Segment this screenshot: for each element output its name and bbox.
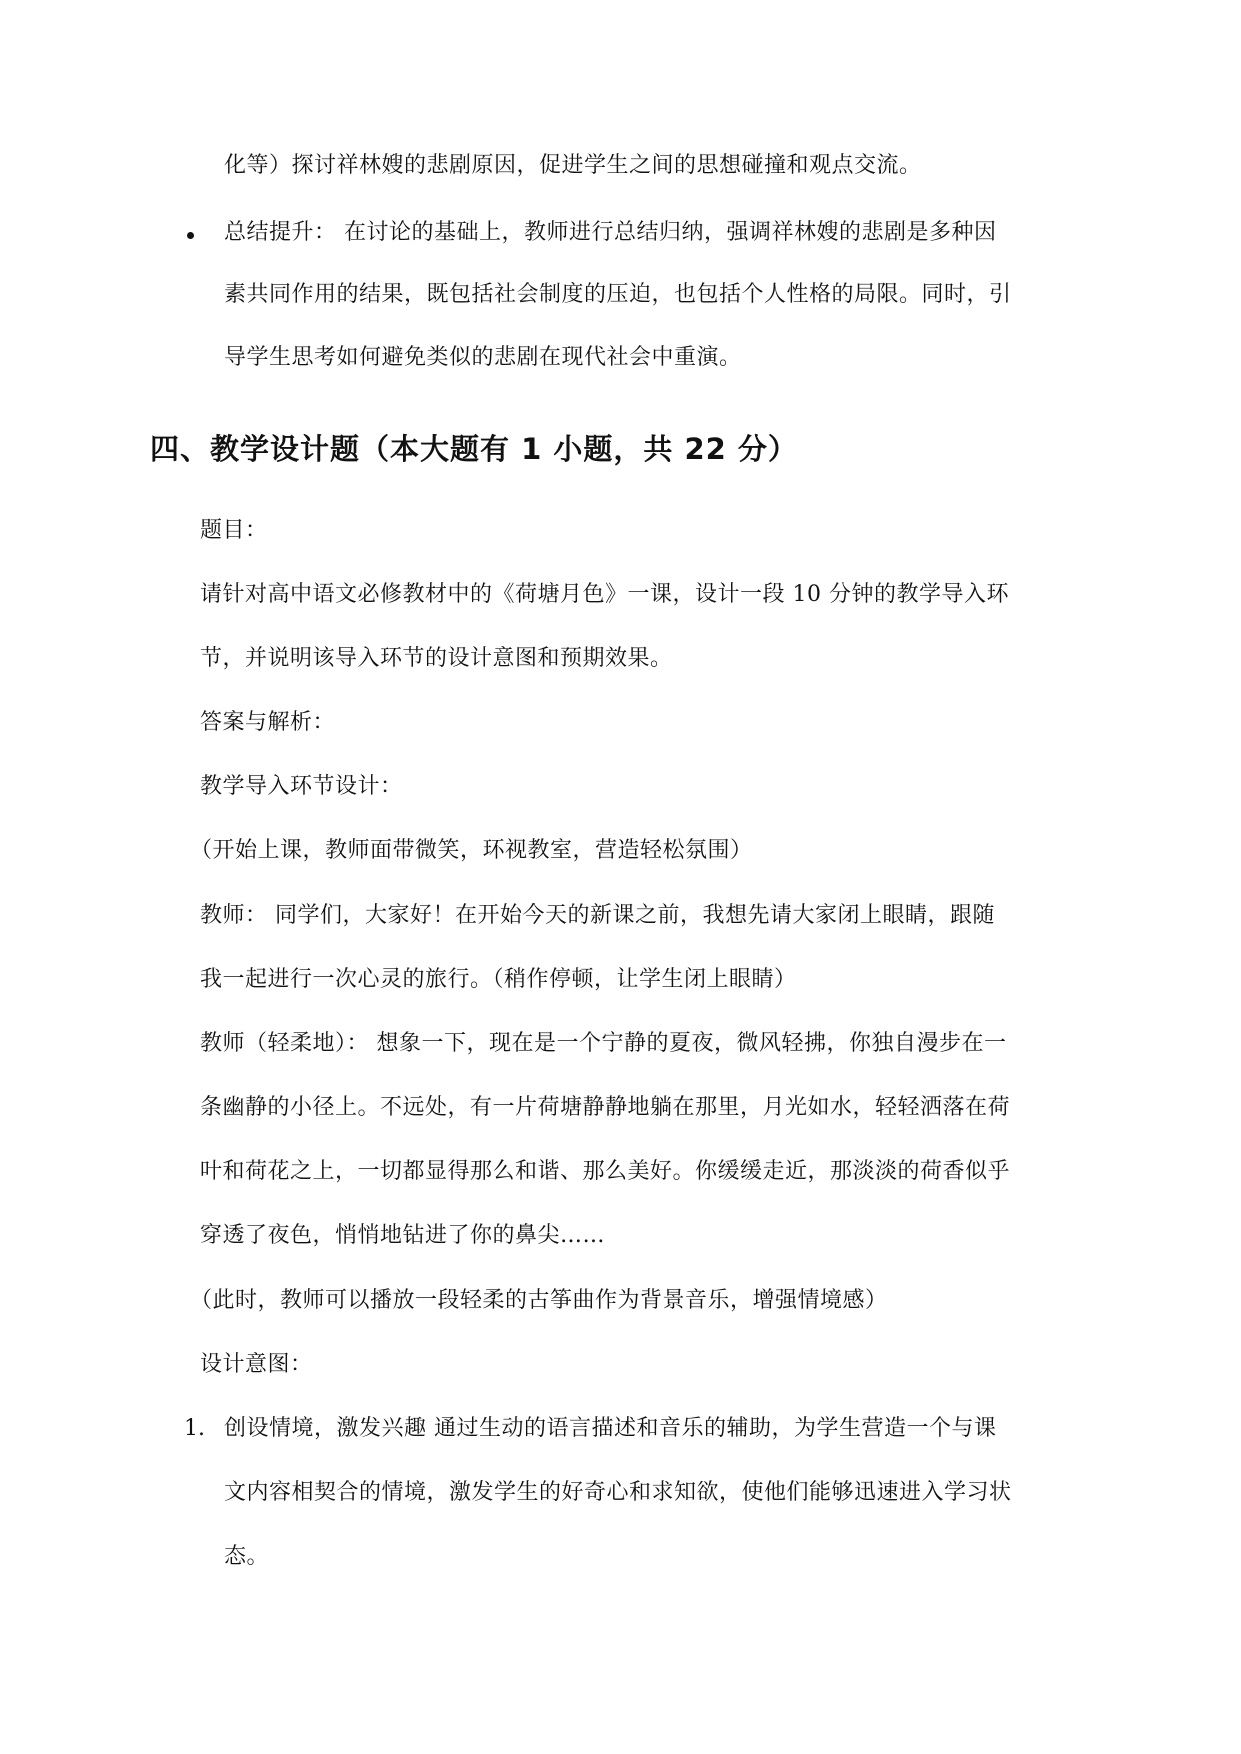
list-item-line-2: 文内容相契合的情境，激发学生的好奇心和求知欲，使他们能够迅速进入学习状 [224, 1480, 1012, 1505]
question-line-2: 节，并说明该导入环节的设计意图和预期效果。 [200, 646, 673, 671]
teacher-speech-2-line-1: 教师（轻柔地）： 想象一下，现在是一个宁静的夏夜，微风轻拂，你独自漫步在一 [200, 1031, 1007, 1056]
summary-line-1: 总结提升： 在讨论的基础上，教师进行总结归纳，强调祥林嫂的悲剧是多种因 [224, 220, 997, 245]
stage-note-1: （开始上课，教师面带微笑，环视教室，营造轻松氛围） [190, 838, 753, 863]
bullet-continuation-line: 化等）探讨祥林嫂的悲剧原因，促进学生之间的思想碰撞和观点交流。 [224, 153, 922, 178]
answer-label: 答案与解析： [200, 710, 336, 735]
summary-line-2: 素共同作用的结果，既包括社会制度的压迫，也包括个人性格的局限。同时，引 [224, 282, 1012, 307]
teacher-speech-2-line-2: 条幽静的小径上。不远处，有一片荷塘静静地躺在那里，月光如水，轻轻洒落在荷 [200, 1095, 1011, 1120]
section-heading: 四、教学设计题（本大题有 1 小题，共 22 分） [150, 432, 798, 466]
list-item-number: 1. [184, 1416, 205, 1441]
list-item-line-3: 态。 [224, 1544, 270, 1569]
intent-label: 设计意图： [200, 1352, 313, 1377]
summary-line-3: 导学生思考如何避免类似的悲剧在现代社会中重演。 [224, 345, 742, 370]
list-item-line-1: 创设情境，激发兴趣 通过生动的语言描述和音乐的辅助，为学生营造一个与课 [224, 1416, 997, 1441]
teacher-speech-1-line-1: 教师： 同学们，大家好！在开始今天的新课之前，我想先请大家闭上眼睛，跟随 [200, 903, 995, 928]
design-label: 教学导入环节设计： [200, 774, 403, 799]
stage-note-2: （此时，教师可以播放一段轻柔的古筝曲作为背景音乐，增强情境感） [190, 1288, 888, 1313]
teacher-speech-2-line-3: 叶和荷花之上，一切都显得那么和谐、那么美好。你缓缓走近，那淡淡的荷香似乎 [200, 1159, 1011, 1184]
question-label: 题目： [200, 518, 268, 543]
teacher-speech-2-line-4: 穿透了夜色，悄悄地钻进了你的鼻尖…… [200, 1223, 606, 1248]
question-line-1: 请针对高中语文必修教材中的《荷塘月色》一课，设计一段 10 分钟的教学导入环 [200, 582, 1009, 607]
teacher-speech-1-line-2: 我一起进行一次心灵的旅行。（稍作停顿，让学生闭上眼睛） [200, 967, 797, 992]
bullet-dot-icon [187, 232, 194, 239]
